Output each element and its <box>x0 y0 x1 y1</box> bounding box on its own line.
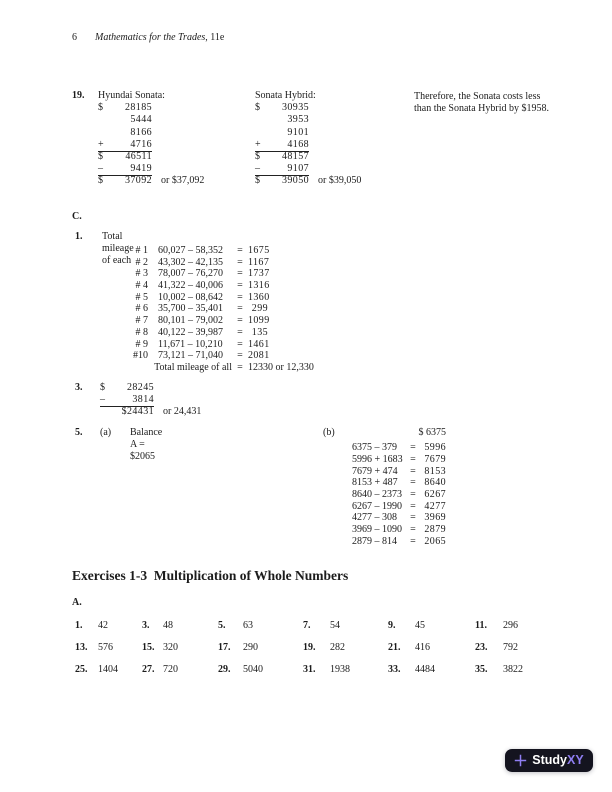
expression: 40,122 – 39,987 <box>158 326 223 338</box>
book-title: Mathematics for the Trades <box>95 32 206 43</box>
expression: 60,027 – 58,352 <box>158 245 223 256</box>
result: 2081 <box>248 350 270 362</box>
balance-row <box>352 536 446 548</box>
alt-result: or $37,092 <box>161 175 205 187</box>
result: 8153 <box>424 465 446 477</box>
amount: 48157 <box>282 150 309 162</box>
answer-value: 720 <box>163 664 178 675</box>
answer-value: 296 <box>503 620 518 631</box>
equals-sign: = <box>410 535 416 547</box>
operator: $ <box>255 175 260 187</box>
result: 1737 <box>248 268 270 280</box>
answer-number: 33. <box>388 664 401 675</box>
truck-id: # 5 <box>135 291 148 303</box>
answer-number: 35. <box>475 664 488 675</box>
problem-number: 5. <box>75 427 83 438</box>
expression: 2879 – 814 <box>352 535 397 547</box>
expression: 6267 – 1990 <box>352 500 402 512</box>
balance-row <box>352 466 446 478</box>
equals-sign: = <box>237 256 243 268</box>
amount: 3814 <box>132 394 154 406</box>
expression: 6375 – 379 <box>352 442 397 454</box>
arith-row <box>100 382 201 394</box>
mileage-row <box>100 327 314 339</box>
mileage-row <box>100 280 314 292</box>
balance-row <box>352 489 446 501</box>
arith-row <box>98 151 204 163</box>
page-number: 6 <box>72 32 77 43</box>
answer-value: 5040 <box>243 664 263 675</box>
truck-id: # 1 <box>135 245 148 256</box>
result: 1360 <box>248 291 270 303</box>
amount: 28185 <box>125 102 152 114</box>
equals-sign: = <box>237 303 243 315</box>
operator: $ <box>100 382 105 393</box>
equals-sign: = <box>410 512 416 524</box>
answer-number: 3. <box>142 620 150 631</box>
answer-number: 1. <box>75 620 83 631</box>
balance-row <box>352 477 446 489</box>
result: 1099 <box>248 315 270 327</box>
arith-row <box>98 127 204 139</box>
expression: 80,101 – 79,002 <box>158 315 223 327</box>
arith-row <box>255 127 361 139</box>
problem-number: 3. <box>75 382 83 393</box>
mileage-row <box>100 257 314 269</box>
result: 1461 <box>248 338 270 350</box>
expression: 8640 – 2373 <box>352 488 402 500</box>
answer-value: 576 <box>98 642 113 653</box>
truck-id: # 9 <box>135 338 148 350</box>
amount: 3953 <box>287 114 309 126</box>
answer-value: 3822 <box>503 664 523 675</box>
brand-text <box>532 754 583 767</box>
mileage-row <box>100 303 314 315</box>
operator: $ <box>98 102 103 114</box>
answer-value: 4484 <box>415 664 435 675</box>
answers-grid <box>75 620 545 686</box>
answers-row <box>75 642 545 664</box>
part-a-answer: Balance A = $2065 <box>130 427 163 463</box>
arith-row <box>98 163 204 175</box>
balance-row <box>352 501 446 513</box>
result: 1316 <box>248 280 270 292</box>
part-b-work <box>352 427 446 547</box>
arith-row <box>255 139 361 151</box>
amount: 39050 <box>282 175 309 187</box>
amount: 37092 <box>125 175 152 187</box>
result: 2879 <box>424 524 446 535</box>
balance-row <box>352 454 446 466</box>
mileage-row <box>100 350 314 362</box>
column-label: Sonata Hybrid: <box>255 90 316 101</box>
answer-number: 21. <box>388 642 401 653</box>
answer-number: 15. <box>142 642 155 653</box>
sonata-work-column <box>98 90 204 188</box>
equals-sign: = <box>410 500 416 512</box>
equals-sign: = <box>410 453 416 465</box>
result: 4277 <box>424 500 446 512</box>
plus-icon <box>514 754 527 767</box>
total-value: 12330 or 12,330 <box>248 361 314 373</box>
answer-number: 7. <box>303 620 311 631</box>
column-label: Hyundai Sonata: <box>98 90 165 101</box>
arith-row <box>98 139 204 151</box>
section-c-label: C. <box>72 211 82 222</box>
book-edition: , 11e <box>205 32 225 43</box>
equals-sign: = <box>410 465 416 477</box>
amount: 30935 <box>282 102 309 114</box>
mileage-row <box>100 292 314 304</box>
answers-row <box>75 620 545 642</box>
part-b-label: (b) <box>323 427 335 438</box>
running-header <box>72 32 224 44</box>
balance-row <box>352 512 446 524</box>
mileage-row <box>100 245 314 257</box>
answer-number: 11. <box>475 620 487 631</box>
answer-number: 23. <box>475 642 488 653</box>
equals-sign: = <box>410 442 416 454</box>
alt-result: or 24,431 <box>163 406 202 418</box>
amount: 4168 <box>287 138 309 150</box>
amount: 8166 <box>130 126 152 138</box>
problem-number: 1. <box>75 231 83 242</box>
answer-value: 290 <box>243 642 258 653</box>
answer-value: 42 <box>98 620 108 631</box>
expression: 43,302 – 42,135 <box>158 256 223 268</box>
answer-value: 54 <box>330 620 340 631</box>
operator: + <box>255 138 261 150</box>
operator: $ <box>98 150 103 162</box>
result: 1167 <box>248 256 270 268</box>
operator: – <box>100 394 105 406</box>
equals-sign: = <box>237 338 243 350</box>
equals-sign: = <box>410 477 416 489</box>
answer-number: 31. <box>303 664 316 675</box>
truck-id: # 7 <box>135 315 148 327</box>
result: 1675 <box>248 245 270 256</box>
starting-balance: $ 6375 <box>418 427 446 438</box>
amount: 28245 <box>127 382 154 393</box>
conclusion-note: Therefore, the Sonata costs less than the Sonata Hybrid by $1958. <box>414 91 549 115</box>
result: 8640 <box>424 477 446 489</box>
arith-row <box>98 102 204 114</box>
answers-row <box>75 664 545 686</box>
amount: 9101 <box>287 126 309 138</box>
amount: 5444 <box>130 114 152 126</box>
balance-row <box>352 442 446 454</box>
operator: $ <box>255 150 260 162</box>
amount: 46511 <box>125 150 152 162</box>
problem-title: Total mileage of each <box>102 231 134 267</box>
hybrid-work-column <box>255 90 361 188</box>
truck-id: # 3 <box>135 268 148 280</box>
truck-id: # 2 <box>135 256 148 268</box>
equals-sign: = <box>237 280 243 292</box>
equals-sign: = <box>237 361 243 373</box>
operator: – <box>255 163 260 175</box>
mileage-total-row <box>100 362 314 374</box>
expression: 4277 – 308 <box>352 512 397 524</box>
amount: $24431 <box>121 406 154 418</box>
operator: + <box>98 138 104 150</box>
answer-number: 29. <box>218 664 231 675</box>
expression: 35,700 – 35,401 <box>158 303 223 315</box>
arith-row <box>255 102 361 114</box>
equals-sign: = <box>237 315 243 327</box>
expression: 5996 + 1683 <box>352 453 403 465</box>
truck-id: # 6 <box>135 303 148 315</box>
brand-primary: Study <box>532 753 568 767</box>
operator: $ <box>255 102 260 114</box>
total-label: Total mileage of all <box>154 361 232 373</box>
equals-sign: = <box>237 291 243 303</box>
problem-number: 19. <box>72 90 85 101</box>
result: 135 <box>251 326 268 338</box>
mileage-row <box>100 315 314 327</box>
answer-value: 416 <box>415 642 430 653</box>
answer-number: 13. <box>75 642 88 653</box>
arith-row <box>255 114 361 126</box>
answer-number: 17. <box>218 642 231 653</box>
equals-sign: = <box>237 326 243 338</box>
amount: 4716 <box>130 138 152 150</box>
answer-value: 1938 <box>330 664 350 675</box>
arith-row <box>98 175 204 187</box>
truck-id: #10 <box>133 350 148 362</box>
result: 7679 <box>424 453 446 465</box>
expression: 10,002 – 08,642 <box>158 291 223 303</box>
expression: 11,671 – 10,210 <box>158 338 223 350</box>
expression: 78,007 – 76,270 <box>158 268 223 280</box>
expression: 7679 + 474 <box>352 465 398 477</box>
answer-value: 63 <box>243 620 253 631</box>
equals-sign: = <box>237 350 243 362</box>
expression: 3969 – 1090 <box>352 524 402 535</box>
arith-row <box>98 114 204 126</box>
expression: 41,322 – 40,006 <box>158 280 223 292</box>
answer-number: 27. <box>142 664 155 675</box>
result: 5996 <box>424 442 446 454</box>
expression: 8153 + 487 <box>352 477 398 489</box>
mileage-row <box>100 268 314 280</box>
brand-accent: XY <box>567 753 584 767</box>
answer-value: 320 <box>163 642 178 653</box>
answer-number: 9. <box>388 620 396 631</box>
expression: 73,121 – 71,040 <box>158 350 223 362</box>
answer-value: 45 <box>415 620 425 631</box>
exercises-heading: Exercises 1-3 Multiplication of Whole Numbers <box>72 568 349 583</box>
equals-sign: = <box>237 245 243 256</box>
answer-value: 282 <box>330 642 345 653</box>
part-a-label: (a) <box>100 427 112 438</box>
answer-value: 792 <box>503 642 518 653</box>
answer-value: 48 <box>163 620 173 631</box>
answer-number: 5. <box>218 620 226 631</box>
mileage-row <box>100 339 314 351</box>
result: 2065 <box>424 535 446 547</box>
operator: $ <box>98 175 103 187</box>
result: 299 <box>251 303 268 315</box>
amount: 9419 <box>130 163 152 175</box>
equals-sign: = <box>410 488 416 500</box>
truck-id: # 4 <box>135 280 148 292</box>
amount: 9107 <box>287 163 309 175</box>
arith-row <box>255 163 361 175</box>
result: 6267 <box>424 488 446 500</box>
equals-sign: = <box>237 268 243 280</box>
subtraction-work <box>100 382 201 419</box>
alt-result: or $39,050 <box>318 175 362 187</box>
mileage-table <box>100 245 314 374</box>
arith-row <box>255 175 361 187</box>
answer-value: 1404 <box>98 664 118 675</box>
result: 3969 <box>424 512 446 524</box>
truck-id: # 8 <box>135 326 148 338</box>
arith-row <box>100 406 201 418</box>
equals-sign: = <box>410 524 416 535</box>
balance-row <box>352 524 446 536</box>
answer-number: 19. <box>303 642 316 653</box>
arith-row <box>255 151 361 163</box>
arith-row <box>100 394 201 406</box>
studyxy-logo-badge <box>505 749 593 772</box>
section-a-label: A. <box>72 597 82 608</box>
operator: – <box>98 163 103 175</box>
answer-number: 25. <box>75 664 88 675</box>
